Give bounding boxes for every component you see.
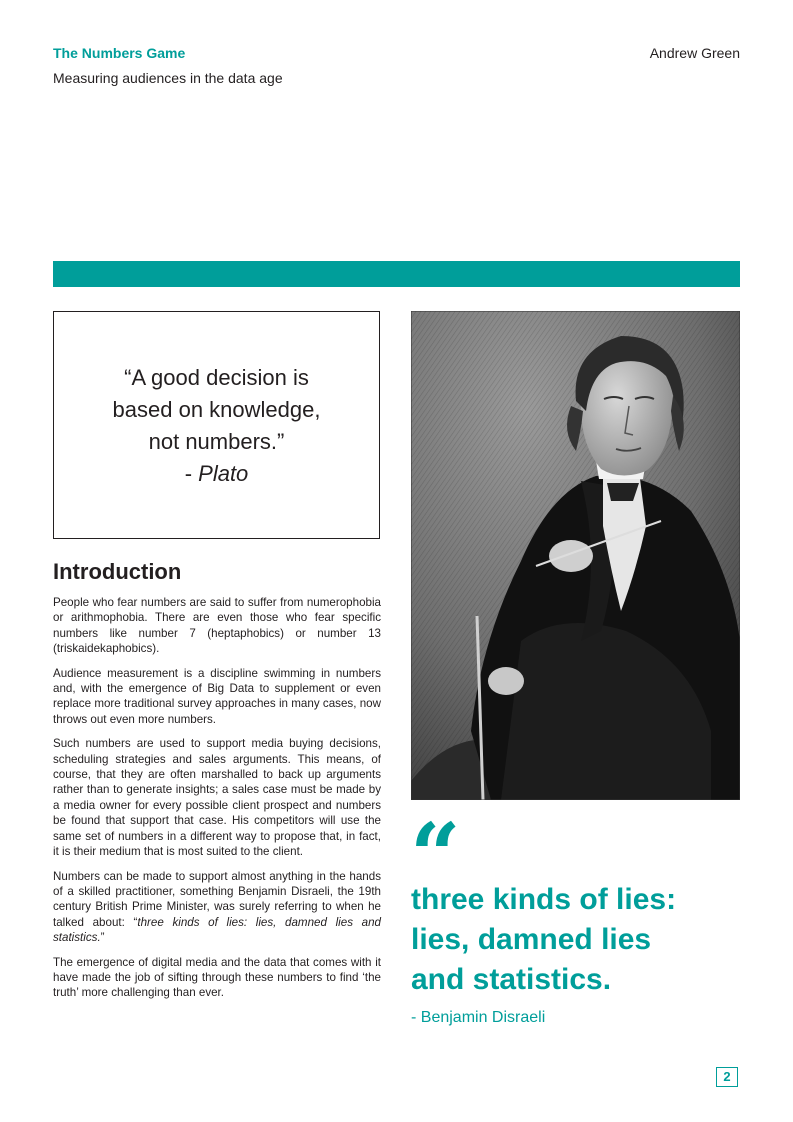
author-name: Andrew Green bbox=[649, 45, 740, 61]
quote-text bbox=[54, 362, 379, 490]
pull-quote bbox=[411, 880, 741, 1000]
body-paragraph-close: ” bbox=[100, 931, 105, 945]
pull-quote-line: three kinds of lies: bbox=[411, 883, 677, 916]
series-title: The Numbers Game bbox=[53, 45, 186, 61]
body-paragraph: Audience measurement is a discipline swimming in numbers and, with the emergence of Big Data to supplement or even replace more traditional survey approaches in many cases, now throws out even more numbers. bbox=[53, 666, 381, 726]
body-paragraph-quote: three kinds of lies: lies, damned lies and statistics. bbox=[53, 915, 381, 945]
pull-quote-line: and statistics. bbox=[411, 963, 612, 996]
quote-line: not numbers.” bbox=[148, 429, 285, 454]
quote-attribution-name: Plato bbox=[198, 461, 249, 486]
body-paragraph bbox=[53, 869, 381, 946]
body-paragraph-text: Numbers can be made to support almost anything in the hands of a skilled practitioner, something Benjamin Disraeli, the 19th century British Prime Minister, was surely referring to when he talked about: “ bbox=[53, 869, 381, 929]
quote-box bbox=[53, 311, 380, 539]
body-paragraph: Such numbers are used to support media buying decisions, scheduling strategies and sales arguments. This means, of course, that they are often marshalled to back up arguments rather than to generate insights; a sales case must be made by a media owner for every possible client prospect and numbers be found that support that case. His competitors will use the same set of numbers in a different way to propose that, in fact, it is their medium that is most suited to the client. bbox=[53, 737, 381, 859]
pull-quote-line: lies, damned lies bbox=[411, 923, 652, 956]
quote-line: based on knowledge, bbox=[112, 397, 321, 422]
page-number: 2 bbox=[716, 1067, 738, 1087]
body-text bbox=[53, 595, 381, 1010]
section-heading: Introduction bbox=[53, 559, 182, 584]
quote-line: “A good decision is bbox=[124, 365, 309, 390]
header-divider-band bbox=[53, 261, 740, 287]
portrait-engraving-icon bbox=[411, 311, 740, 800]
quote-mark-icon: “ bbox=[410, 803, 461, 907]
series-subtitle: Measuring audiences in the data age bbox=[53, 70, 283, 86]
quote-attribution-dash: - bbox=[184, 461, 199, 486]
body-paragraph: People who fear numbers are said to suffer from numerophobia or arithmophobia. There are even those who fear specific numbers like number 7 (heptaphobics) or number 13 (triskaidekaphobics). bbox=[53, 596, 381, 656]
body-paragraph: The emergence of digital media and the data that comes with it have made the job of sifting through these numbers to find ‘the truth’ more challenging than ever. bbox=[53, 955, 381, 1000]
pull-quote-attribution: - Benjamin Disraeli bbox=[411, 1009, 546, 1026]
quote-attribution bbox=[54, 458, 379, 490]
